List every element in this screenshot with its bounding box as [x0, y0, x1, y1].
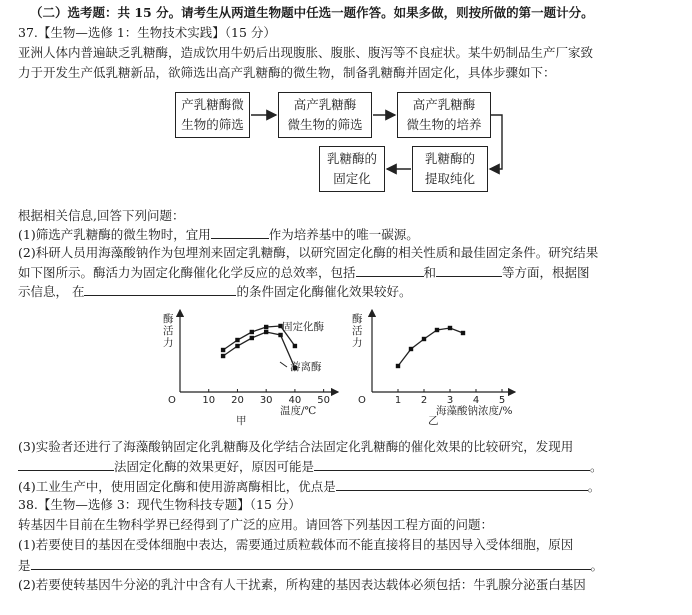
flow-step-5-line1: 乳糖酶的 — [326, 151, 377, 166]
chart-a-data-point — [221, 348, 225, 352]
chart-b-tick-label: 1 — [394, 395, 402, 406]
chart-b-data-point — [435, 328, 439, 332]
chart-a-ylabel-3: 力 — [163, 337, 174, 349]
q37-part1-text-b: 作为培养基中的唯一碳源。 — [268, 227, 419, 242]
q38-part2-line1: (2)若要使转基因牛分泌的乳汁中含有人干扰素，所构建的基因表达载体必须包括：牛乳腺分泌蛋白基因 — [18, 577, 586, 592]
q38-title: 38.【生物—选修 3：现代生物科技专题】（15 分） — [18, 497, 301, 512]
q37-part2-line1: (2)科研人员用海藻酸钠作为包埋剂来固定乳糖酶，以研究固定化酶的相关性质和最佳固定条件。研究结果 — [18, 245, 599, 260]
chart-a-tick-label: 10 — [202, 395, 216, 406]
chart-a-origin: O — [168, 395, 176, 406]
chart-b-tick-label: 3 — [446, 395, 454, 406]
q37-part4 — [18, 477, 600, 496]
q38-part1-line2 — [18, 556, 603, 575]
q37-part1-text-a: (1)筛选产乳糖酶的微生物时，宜用 — [18, 227, 211, 242]
flow-step-4-line2: 提取纯化 — [424, 171, 475, 186]
q37-part4-text-a: (4)工业生产中，使用固定化酶和使用游离酶相比，优点是 — [18, 479, 336, 494]
chart-b-origin: O — [358, 395, 366, 406]
chart-b-ylabel-3: 力 — [352, 337, 363, 349]
chart-a-xlabel: 温度/℃ — [280, 405, 317, 417]
q37-part2-text-d: 示信息， 在 — [18, 284, 85, 299]
chart-b-xlabel: 海藻酸钠浓度/% — [436, 405, 513, 417]
chart-a-legend-free: 游离酶 — [290, 361, 322, 373]
chart-a-legend-immobilized: 固定化酶 — [282, 321, 324, 333]
q38-part1-line1: (1)若要使目的基因在受体细胞中表达，需要通过质粒载体而不能直接将目的基因导入受体细胞，原因 — [18, 537, 574, 552]
chart-a-data-point — [250, 336, 254, 340]
q37-title: 37.【生物—选修 1：生物技术实践】（15 分） — [18, 25, 276, 40]
q38-part1-text-b: 。 — [590, 558, 604, 573]
chart-b-data-point — [448, 326, 452, 330]
chart-a-data-point — [235, 344, 239, 348]
chart-b-data-point — [422, 337, 426, 341]
q37-part2-text-b: 和 — [423, 265, 437, 280]
q37-part4-text-b: 。 — [587, 479, 601, 494]
chart-a-tick-label: 20 — [231, 395, 244, 406]
chart-a-series-line — [223, 332, 295, 368]
q37-part3-blank-2[interactable] — [314, 457, 590, 471]
q37-part3-blank-1[interactable] — [18, 457, 114, 471]
chart-a-data-point — [278, 333, 282, 337]
flow-step-3-line1: 高产乳糖酶 — [412, 97, 476, 112]
q37-part2-text-e: 的条件固定化酶催化效果较好。 — [236, 284, 412, 299]
q37-part3-line1: (3)实验者还进行了海藻酸钠固定化乳糖酶及化学结合法固定化乳糖酶的催化效果的比较研究，发现用 — [18, 439, 574, 454]
q38-part1-text-a: 是 — [18, 558, 31, 573]
q37-part3-text-c: 。 — [590, 459, 603, 474]
flow-step-2-line2: 微生物的筛选 — [287, 117, 363, 132]
q37-part4-blank[interactable] — [336, 477, 588, 491]
chart-a-ylabel-2: 活 — [163, 325, 174, 337]
q37-prompt: 根据相关信息,回答下列问题： — [18, 208, 185, 223]
chart-b-tick-label: 4 — [472, 395, 480, 406]
chart-b — [352, 310, 515, 427]
flow-step-3-line2: 微生物的培养 — [406, 117, 482, 132]
chart-b-tick-label: 5 — [498, 395, 506, 406]
chart-b-data-point — [409, 347, 413, 351]
chart-b-data-point — [461, 331, 465, 335]
flow-step-4-line1: 乳糖酶的 — [424, 151, 475, 166]
chart-a — [163, 310, 338, 427]
flow-step-1-line2: 生物的筛选 — [181, 117, 244, 132]
chart-a-ylabel-1: 酶 — [163, 313, 174, 325]
q37-intro-line2: 力于开发生产低乳糖新品，欲筛选出高产乳糖酶的微生物，制备乳糖酶并固定化，具体步骤如下： — [18, 65, 556, 80]
chart-a-data-point — [221, 354, 225, 358]
chart-a-data-point — [264, 325, 268, 329]
q37-intro-line1: 亚洲人体内普遍缺乏乳糖酶，造成饮用牛奶后出现腹胀、腹胀、腹泻等不良症状。某牛奶制品生产厂家致 — [18, 45, 594, 60]
q37-part2-text-a: 如下图所示。酶活力为固定化酶催化化学反应的总效率，包括 — [18, 265, 356, 280]
chart-b-series-line — [398, 328, 463, 366]
chart-a-caption: 甲 — [236, 415, 247, 427]
section-header: （二）选考题：共 15 分。请考生从两道生物题中任选一题作答。如果多做，则按所做的第一题计分。 — [30, 5, 594, 20]
chart-b-ylabel-1: 酶 — [352, 313, 363, 325]
chart-a-tick-label: 50 — [317, 395, 331, 406]
q37-part2-text-c: 等方面，根据图 — [502, 265, 590, 280]
q38-part1-blank[interactable] — [31, 556, 591, 570]
q37-part3-line2 — [18, 457, 603, 476]
q38-intro: 转基因牛目前在生物科学界已经得到了广泛的应用。请回答下列基因工程方面的问题： — [18, 517, 494, 532]
flow-step-2-line1: 高产乳糖酶 — [293, 97, 357, 112]
chart-a-data-point — [235, 338, 239, 342]
q37-part3-text-b: 法固定化酶的效果更好，原因可能是 — [114, 459, 315, 474]
chart-b-tick-label: 2 — [420, 395, 428, 406]
chart-a-data-point — [264, 330, 268, 334]
chart-a-data-point — [293, 344, 297, 348]
chart-b-data-point — [396, 364, 400, 368]
chart-b-caption: 乙 — [428, 415, 439, 427]
flow-step-5-line2: 固定化 — [333, 171, 371, 186]
chart-a-tick-label: 30 — [259, 395, 273, 406]
chart-a-data-point — [250, 330, 254, 334]
chart-a-tick-label: 40 — [288, 395, 302, 406]
chart-a-legend-free-pointer — [280, 362, 287, 367]
flow-step-1-line1: 产乳糖酶微 — [181, 97, 244, 112]
chart-b-ylabel-2: 活 — [352, 325, 363, 337]
